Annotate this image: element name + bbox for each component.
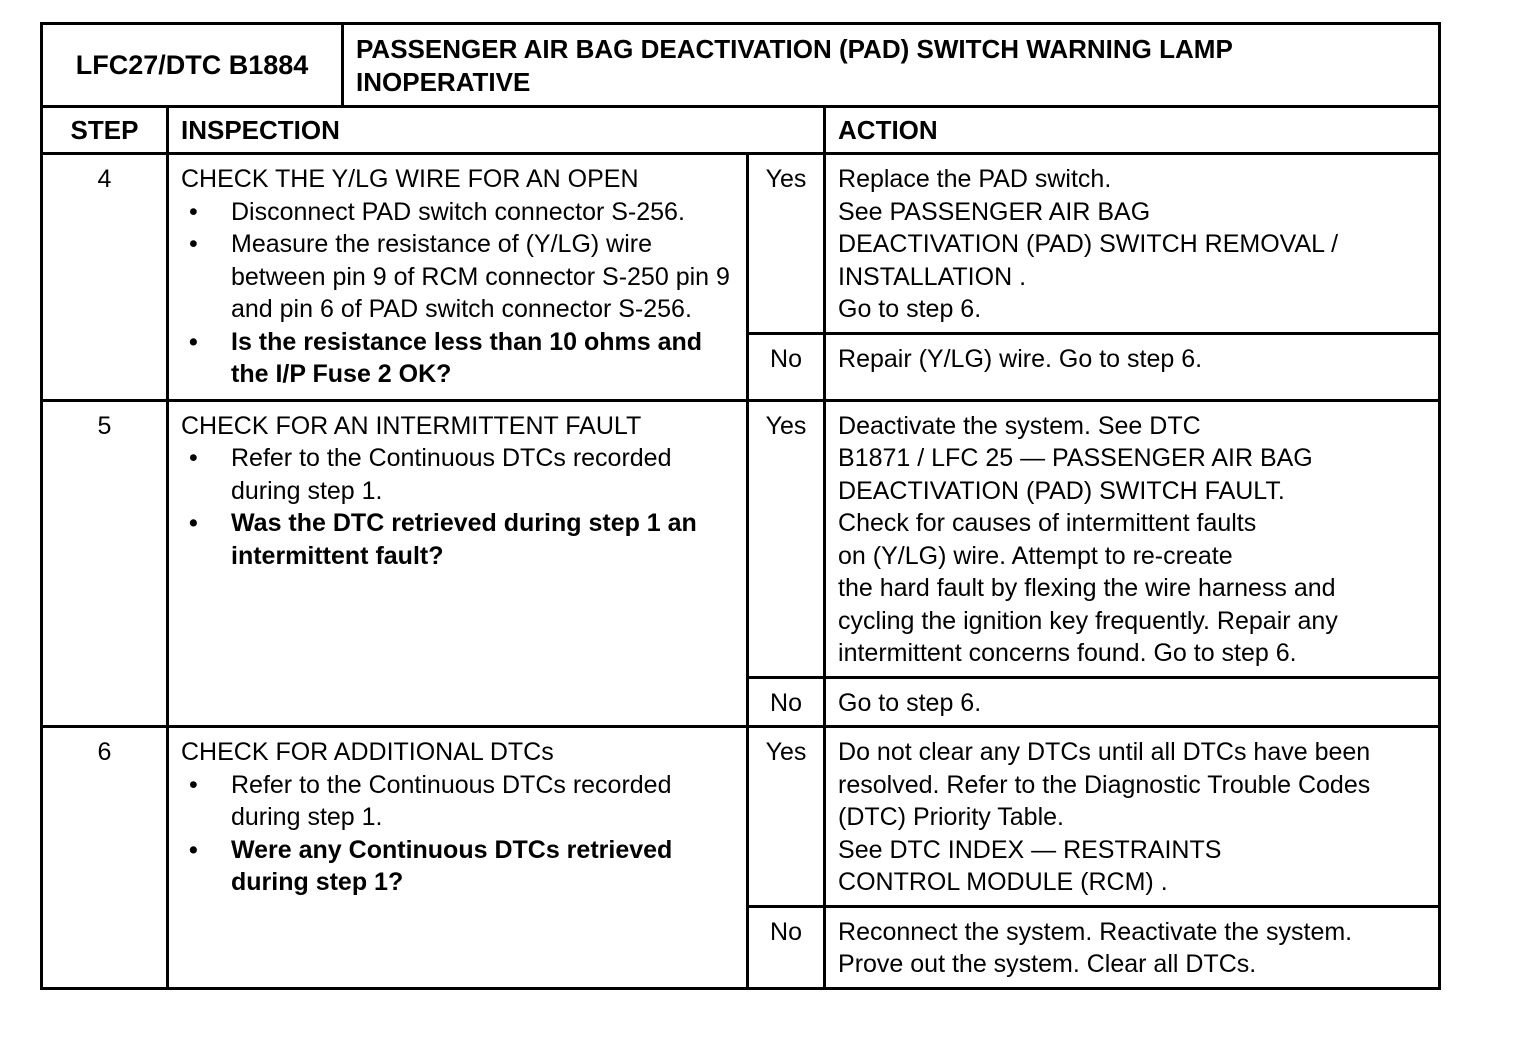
inspection-cell <box>168 400 748 727</box>
yes-action <box>825 727 1440 907</box>
action-line: Check for causes of intermittent faults <box>838 509 1257 537</box>
no-action <box>825 333 1440 400</box>
no-action <box>825 677 1440 727</box>
diagnostic-sheet <box>40 22 1438 1006</box>
inspection-question: • Were any Continuous DTCs retrieved during step 1? <box>181 834 736 899</box>
action-line: See DTC INDEX — RESTRAINTS <box>838 835 1222 864</box>
action-line: on (Y/LG) wire. Attempt to re-create <box>838 541 1233 570</box>
step-row <box>42 400 1440 677</box>
action-line: Go to step 6. <box>838 295 982 323</box>
action-line: cycling the ignition key frequently. Repair any <box>838 606 1338 635</box>
inspection-cell <box>168 727 748 989</box>
step-row <box>42 727 1440 907</box>
action-line: intermittent concerns found. Go to step 6. <box>838 639 1297 667</box>
inspection-question: • Is the resistance less than 10 ohms and the I/P Fuse 2 OK? <box>181 326 736 391</box>
action-line: B1871 / LFC 25 — PASSENGER AIR BAG <box>838 444 1313 472</box>
action-line: CONTROL MODULE (RCM) . <box>838 868 1168 896</box>
title-line: INOPERATIVE <box>356 67 531 97</box>
action-line: Prove out the system. Clear all DTCs. <box>838 950 1257 978</box>
step-number: 4 <box>42 154 168 401</box>
yes-action <box>825 154 1440 334</box>
step-number: 6 <box>42 727 168 989</box>
step-row <box>42 154 1440 334</box>
inspection-title: CHECK FOR AN INTERMITTENT FAULT <box>181 411 642 440</box>
no-label: No <box>748 677 825 727</box>
yes-action <box>825 400 1440 677</box>
action-line: Go to step 6. <box>838 688 982 717</box>
title-line: PASSENGER AIR BAG DEACTIVATION (PAD) SWITCH WARNING LAMP <box>356 34 1233 64</box>
dtc-code: LFC27/DTC B1884 <box>42 24 343 107</box>
action-line: Do not clear any DTCs until all DTCs have been <box>838 738 1371 766</box>
no-label: No <box>748 333 825 400</box>
action-line: DEACTIVATION (PAD) SWITCH FAULT. <box>838 476 1285 505</box>
inspection-bullet: • Refer to the Continuous DTCs recorded during step 1. <box>181 769 736 834</box>
action-line: Replace the PAD switch. <box>838 165 1112 193</box>
action-line: (DTC) Priority Table. <box>838 803 1064 831</box>
inspection-question: • Was the DTC retrieved during step 1 an intermittent fault? <box>181 507 736 572</box>
action-line: DEACTIVATION (PAD) SWITCH REMOVAL / <box>838 230 1339 258</box>
inspection-bullet: • Measure the resistance of (Y/LG) wire between pin 9 of RCM connector S-250 pin 9 and pin 6 of PAD switch connector S-256. <box>181 228 736 326</box>
action-line: resolved. Refer to the Diagnostic Trouble Codes <box>838 770 1371 799</box>
no-label: No <box>748 906 825 988</box>
header-row <box>42 24 1440 107</box>
yes-label: Yes <box>748 400 825 677</box>
action-line: Reconnect the system. Reactivate the system. <box>838 917 1353 946</box>
inspection-cell <box>168 154 748 401</box>
column-header-row <box>42 107 1440 154</box>
step-number: 5 <box>42 400 168 727</box>
action-line: Deactivate the system. See DTC <box>838 411 1201 440</box>
yes-label: Yes <box>748 727 825 907</box>
inspection-bullet: • Refer to the Continuous DTCs recorded during step 1. <box>181 442 736 507</box>
no-action <box>825 906 1440 988</box>
action-line: See PASSENGER AIR BAG <box>838 197 1151 226</box>
page-title <box>343 24 1440 107</box>
column-header-inspection: INSPECTION <box>168 107 825 154</box>
inspection-title: CHECK THE Y/LG WIRE FOR AN OPEN <box>181 165 639 193</box>
yes-label: Yes <box>748 154 825 334</box>
action-line: INSTALLATION . <box>838 262 1027 291</box>
column-header-step: STEP <box>42 107 168 154</box>
action-line: Repair (Y/LG) wire. Go to step 6. <box>838 344 1203 373</box>
diagnostic-table <box>40 22 1441 990</box>
inspection-bullet: • Disconnect PAD switch connector S-256. <box>181 196 736 229</box>
column-header-action: ACTION <box>825 107 1440 154</box>
inspection-title: CHECK FOR ADDITIONAL DTCs <box>181 738 554 766</box>
action-line: the hard fault by flexing the wire harness and <box>838 574 1336 602</box>
